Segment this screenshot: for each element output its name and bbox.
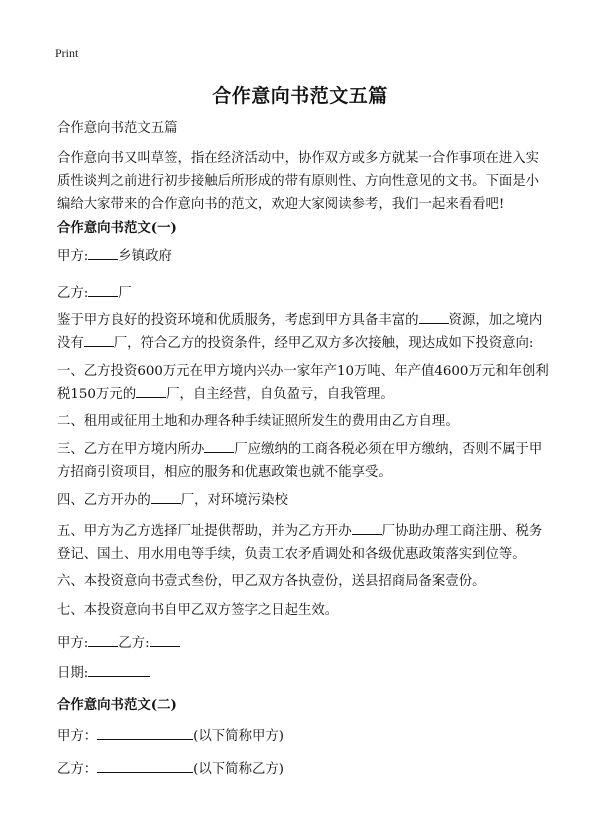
factory-blank bbox=[84, 333, 114, 347]
party-b-blank bbox=[88, 283, 118, 297]
item-1-text-a: 税150万元的 bbox=[57, 387, 137, 402]
section-2-party-b bbox=[57, 758, 547, 781]
preamble-line-1 bbox=[57, 309, 547, 332]
s2-party-a-label: 甲方： bbox=[57, 729, 98, 744]
date-label: 日期: bbox=[57, 666, 89, 681]
item-4-text-b: 厂，对环境污染校 bbox=[180, 493, 288, 508]
intro-line-3: 编给大家带来的合作意向书的范文，欢迎大家阅读参考，我们一起来看看吧! bbox=[57, 197, 505, 212]
preamble-text-1b: 资源，加之境内 bbox=[448, 313, 543, 328]
item-4-text-a: 四、乙方开办的 bbox=[57, 493, 151, 508]
item-4-blank bbox=[151, 490, 181, 504]
party-a-blank bbox=[88, 246, 118, 260]
item-1-line-1: 一、乙方投资600万元在甲方境内兴办一家年产10万吨、年产值4600万元和年创利 bbox=[57, 364, 549, 379]
item-1-line-2 bbox=[57, 383, 547, 406]
section-2-heading: 合作意向书范文(二) bbox=[57, 697, 177, 713]
item-4 bbox=[57, 489, 547, 512]
sign-b-blank bbox=[150, 633, 180, 647]
intro-line-1: 合作意向书又叫草签，指在经济活动中，协作双方或多方就某一合作事项在进入实 bbox=[57, 151, 540, 166]
item-1-text-b: 厂，自主经营，自负盈亏，自我管理。 bbox=[166, 387, 394, 402]
sign-a-blank bbox=[88, 633, 118, 647]
item-7: 七、本投资意向书自甲乙双方签字之日起生效。 bbox=[57, 603, 339, 618]
item-5-text-a: 五、甲方为乙方选择厂址提供帮助，并为乙方开办 bbox=[57, 524, 352, 539]
item-3-line-2: 方招商引资项目，相应的服务和优惠政策也就不能享受。 bbox=[57, 465, 392, 480]
section-1-party-b bbox=[57, 282, 547, 305]
preamble-text-2a: 没有 bbox=[57, 336, 84, 351]
s2-party-a-blank bbox=[97, 726, 193, 740]
item-5-text-b: 厂协助办理工商注册、税务 bbox=[381, 524, 543, 539]
s2-party-b-blank bbox=[97, 759, 193, 773]
print-label[interactable]: Print bbox=[55, 46, 79, 60]
s2-party-b-label: 乙方： bbox=[57, 762, 98, 777]
preamble-text-1a: 鉴于甲方良好的投资环境和优质服务，考虑到甲方具备丰富的 bbox=[57, 313, 419, 328]
item-2: 二、租用或征用土地和办理各种手续证照所发生的费用由乙方自理。 bbox=[57, 414, 459, 429]
document-title: 合作意向书范文五篇 bbox=[212, 85, 388, 107]
item-3-text-b: 厂应缴纳的工商各税必须在甲方缴纳，否则不属于甲 bbox=[234, 442, 543, 457]
item-1-blank bbox=[136, 384, 166, 398]
intro-line-2: 质性谈判之前进行初步接触后所形成的带有原则性、方向性意见的文书。下面是小 bbox=[57, 174, 540, 189]
item-5-line-2: 登记、国土、用水用电等手续，负责工农矛盾调处和各级优惠政策落实到位等。 bbox=[57, 547, 526, 562]
signature-line bbox=[57, 632, 547, 655]
date-line bbox=[57, 662, 547, 685]
item-3-blank bbox=[204, 439, 234, 453]
date-blank bbox=[88, 663, 150, 677]
preamble-text-2b: 厂，符合乙方的投资条件，经甲乙双方多次接触，现达成如下投资意向: bbox=[113, 336, 534, 351]
item-3-text-a: 三、乙方在甲方境内所办 bbox=[57, 442, 205, 457]
item-5-blank bbox=[352, 521, 382, 535]
resource-blank bbox=[419, 310, 449, 324]
party-a-label: 甲方: bbox=[57, 249, 89, 264]
preamble-line-2 bbox=[57, 332, 547, 355]
item-6: 六、本投资意向书壹式叁份，甲乙双方各执壹份，送县招商局备案壹份。 bbox=[57, 574, 486, 589]
sign-a-label: 甲方: bbox=[57, 636, 89, 651]
s2-party-a-note: (以下简称甲方) bbox=[193, 729, 284, 744]
section-1-party-a bbox=[57, 245, 547, 268]
item-3-line-1 bbox=[57, 438, 547, 461]
party-a-value: 乡镇政府 bbox=[118, 249, 172, 264]
item-5-line-1 bbox=[57, 520, 547, 543]
party-b-value: 厂 bbox=[118, 286, 132, 301]
section-1-heading: 合作意向书范文(一) bbox=[57, 220, 177, 236]
intro-subtitle: 合作意向书范文五篇 bbox=[57, 121, 178, 136]
section-2-party-a bbox=[57, 725, 547, 748]
sign-b-label: 乙方: bbox=[118, 636, 150, 651]
party-b-label: 乙方: bbox=[57, 286, 89, 301]
s2-party-b-note: (以下简称乙方) bbox=[193, 762, 284, 777]
